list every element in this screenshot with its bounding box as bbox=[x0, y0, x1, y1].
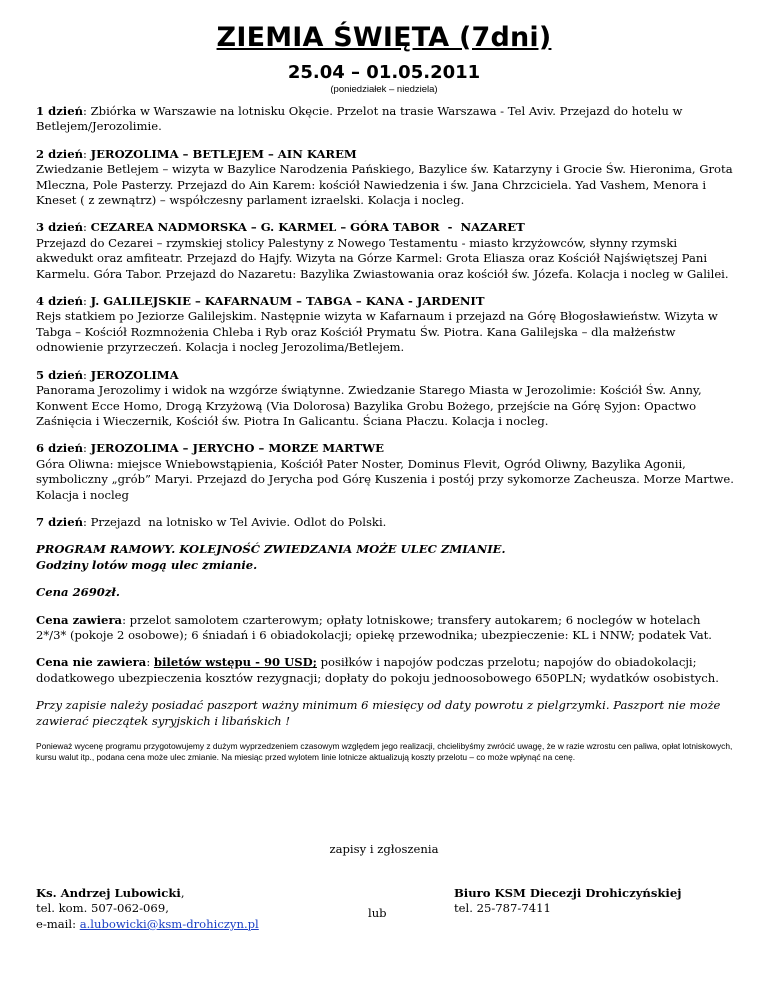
day-2: 2 dzień: JEROZOLIMA – BETLEJEM – AIN KAREM Zwiedzanie Betlejem – wizyta w Bazylice Narodzenia Pańskiego, Bazylice św. Katarzyny i Grocie Św. Hieronima, Grota Mleczna, Pole Pasterzy. Przejazd do Ain Karem: kościół Nawiedzenia i św. Jana Chrzciciela. Yad Vashem, Menora i Kneset ( z zewnątrz) – współczesny parlament izraelski. Kolacja i nocleg. bbox=[36, 147, 736, 209]
signup-heading: zapisy i zgłoszenia bbox=[329, 842, 439, 856]
includes-text: : przelot samolotem czarterowym; opłaty lotniskowe; transfery autokarem; 6 noclegów w hotelach 2*/3* (pokoje 2 osobowe); 6 śniadań i 6 obiadokolacji; opiekę przewodnika; ubezpieczenie: KL i NNW; podatek Vat. bbox=[36, 612, 712, 642]
office-phone: tel. 25-787-7411 bbox=[454, 901, 551, 916]
day-text: Przejazd do Cezarei – rzymskiej stolicy Palestyny z Nowego Testamentu - miasto krzyżowców, słynny rzymski akwedukt oraz amfiteatr. Przejazd do Hajfy. Wizyta na Górze Karmel: Grota Eliasza oraz Kościół Najświętszej Pani Karmelu. Góra Tabor. Przejazd do Nazaretu: Bazylika Zwiastowania oraz kościół św. Józefa. Kolacja i nocleg w Galilei. bbox=[36, 235, 729, 281]
day-label: 4 dzień bbox=[36, 294, 84, 309]
day-label: 3 dzień bbox=[36, 220, 84, 235]
fine-print: Ponieważ wycenę programu przygotowujemy z dużym wyprzedzeniem czasowym względem jego realizacji, chcielibyśmy zwrócić uwagę, że w razie wzrostu cen paliwa, opłat lotniskowych, kursu walut itp., podana cena może ulec zmianie. Na miesiąc przed wylotem linie lotnicze aktualizują koszty przelotu – co może wpłynąć na cenę. bbox=[36, 741, 733, 762]
or-separator: lub bbox=[368, 906, 387, 920]
contact-priest bbox=[36, 886, 259, 932]
day-label: 2 dzień bbox=[36, 146, 84, 161]
price-includes bbox=[36, 613, 736, 644]
includes-label: Cena zawiera bbox=[36, 612, 123, 627]
day-5: 5 dzień: JEROZOLIMA Panorama Jerozolimy i widok na wzgórze świątynne. Zwiedzanie Starego Miasta w Jerozolimie: Kościół Św. Anny, Konwent Ecce Homo, Drogą Krzyżową (Via Dolorosa) Bazylika Grobu Bożego, przejście na Górę Syjon: Opactwo Zaśnięcia i Wieczernik, Kościół św. Piotra In Galicantu. Ściana Płaczu. Kolacja i nocleg. bbox=[36, 368, 736, 430]
day-7: 7 dzień: Przejazd na lotnisko w Tel Avivie. Odlot do Polski. bbox=[36, 514, 387, 529]
day-text: Zwiedzanie Betlejem – wizyta w Bazylice Narodzenia Pańskiego, Bazylice św. Katarzyny i Grocie Św. Hieronima, Grota Mleczna, Pole Pasterzy. Przejazd do Ain Karem: kościół Nawiedzenia i św. Jana Chrzciciela. Yad Vashem, Menora i Kneset ( z zewnątrz) – współczesny parlament izraelski. Kolacja i nocleg. bbox=[36, 162, 733, 208]
page-title: ZIEMIA ŚWIĘTA (7dni) bbox=[216, 22, 552, 53]
excludes-text: posiłków i napojów podczas przelotu; napojów do obiadokolacji; dodatkowego ubezpieczenia kosztów rezygnacji; dopłaty do pokoju jednoosobowego 650PLN; wydatków osobistych. bbox=[36, 655, 719, 685]
passport-note: Przy zapisie należy posiadać paszport ważny minimum 6 miesięcy od daty powrotu z pielgrzymki. Paszport nie może zawierać pieczątek syryjskich i libańskich ! bbox=[36, 698, 721, 728]
day-heading: JEROZOLIMA – BETLEJEM – AIN KAREM bbox=[90, 146, 357, 161]
day-heading: JEROZOLIMA bbox=[90, 367, 179, 382]
day-4: 4 dzień: J. GALILEJSKIE – KAFARNAUM – TABGA – KANA - JARDENIT Rejs statkiem po Jeziorze Galilejskim. Następnie wizyta w Kafarnaum i przejazd na Górę Błogosławieństw. Wizyta w Tabga – Kościół Rozmnożenia Chleba i Ryb oraz Kościół Prymatu Św. Piotra. Kana Galilejska – dla małżeństw odnowienie przyrzeczeń. Kolacja i nocleg Jerozolima/Betlejem. bbox=[36, 294, 736, 356]
day-label: 6 dzień bbox=[36, 441, 84, 456]
program-note bbox=[36, 542, 736, 573]
price-excludes: Cena nie zawiera: biletów wstępu - 90 USD; posiłków i napojów podczas przelotu; napojów do obiadokolacji; dodatkowego ubezpieczenia kosztów rezygnacji; dopłaty do pokoju jednoosobowego 650PLN; wydatków osobistych. bbox=[36, 655, 719, 685]
day-label: 7 dzień bbox=[36, 514, 84, 529]
day-text: Góra Oliwna: miejsce Wniebowstąpienia, Kościół Pater Noster, Dominus Flevit, Ogród Oliwny, Bazylika Agonii, symboliczny „grób” Maryi. Przejazd do Jerycha pod Górę Kuszenia i postój przy sykomorze Zacheusza. Morze Martwe. Kolacja i nocleg bbox=[36, 456, 734, 502]
day-6: 6 dzień: JEROZOLIMA – JERYCHO – MORZE MARTWE Góra Oliwna: miejsce Wniebowstąpienia, Kościół Pater Noster, Dominus Flevit, Ogród Oliwny, Bazylika Agonii, symboliczny „grób” Maryi. Przejazd do Jerycha pod Górę Kuszenia i postój przy sykomorze Zacheusza. Morze Martwe. Kolacja i nocleg bbox=[36, 441, 736, 503]
day-text: Zbiórka w Warszawie na lotnisku Okęcie. Przelot na trasie Warszawa - Tel Aviv. Przejazd do hotelu w Betlejem/Jerozolimie. bbox=[36, 104, 683, 134]
day-label: 5 dzień bbox=[36, 367, 84, 382]
contact-phone: tel. kom. 507-062-069, bbox=[36, 901, 169, 916]
day-label: 1 dzień bbox=[36, 104, 84, 118]
contact-email-label: e-mail: bbox=[36, 916, 80, 931]
day-text: Przejazd na lotnisko w Tel Avivie. Odlot do Polski. bbox=[90, 514, 387, 529]
trip-days-range: (poniedziałek – niedziela) bbox=[330, 84, 438, 95]
contact-name-suffix: , bbox=[180, 886, 185, 900]
day-1: 1 dzień: Zbiórka w Warszawie na lotnisku Okęcie. Przelot na trasie Warszawa - Tel Aviv. Przejazd do hotelu w Betlejem/Jerozolimie. bbox=[36, 104, 683, 134]
itinerary bbox=[36, 104, 736, 763]
day-text: Panorama Jerozolimy i widok na wzgórze świątynne. Zwiedzanie Starego Miasta w Jerozolimie: Kościół Św. Anny, Konwent Ecce Homo, Drogą Krzyżową (Via Dolorosa) Bazylika Grobu Bożego, przejście na Górę Syjon: Opactwo Zaśnięcia i Wieczernik, Kościół św. Piotra In Galicantu. Ściana Płaczu. Kolacja i nocleg. bbox=[36, 383, 702, 428]
excludes-highlight: biletów wstępu - 90 USD; bbox=[153, 655, 317, 670]
program-note-order: PROGRAM RAMOWY. KOLEJNOŚĆ ZWIEDZANIA MOŻE ULEC ZMIANIE. bbox=[36, 542, 506, 557]
day-heading: JEROZOLIMA – JERYCHO – MORZE MARTWE bbox=[90, 441, 384, 456]
day-heading: CEZAREA NADMORSKA – G. KARMEL – GÓRA TABOR - NAZARET bbox=[90, 220, 525, 235]
day-3: 3 dzień: CEZAREA NADMORSKA – G. KARMEL – GÓRA TABOR - NAZARET Przejazd do Cezarei – rzymskiej stolicy Palestyny z Nowego Testamentu - miasto krzyżowców, słynny rzymski akwedukt oraz amfiteatr. Przejazd do Hajfy. Wizyta na Górze Karmel: Grota Eliasza oraz Kościół Najświętszej Pani Karmelu. Góra Tabor. Przejazd do Nazaretu: Bazylika Zwiastowania oraz kościół św. Józefa. Kolacja i nocleg w Galilei. bbox=[36, 220, 736, 282]
price: Cena 2690zł. bbox=[36, 585, 120, 600]
day-text: Rejs statkiem po Jeziorze Galilejskim. Następnie wizyta w Kafarnaum i przejazd na Górę Błogosławieństw. Wizyta w Tabga – Kościół Rozmnożenia Chleba i Ryb oraz Kościół Prymatu Św. Piotra. Kana Galilejska – dla małżeństw odnowienie przyrzeczeń. Kolacja i nocleg Jerozolima/Betlejem. bbox=[36, 309, 718, 355]
contact-name: Ks. Andrzej Lubowicki bbox=[36, 886, 181, 900]
trip-dates: 25.04 – 01.05.2011 bbox=[287, 62, 481, 83]
contact-office bbox=[454, 886, 681, 917]
office-name: Biuro KSM Diecezji Drohiczyńskiej bbox=[454, 886, 682, 900]
day-heading: J. GALILEJSKIE – KAFARNAUM – TABGA – KANA - JARDENIT bbox=[90, 294, 485, 309]
program-note-flights: Godziny lotów mogą ulec zmianie. bbox=[36, 557, 258, 572]
contact-email-link[interactable]: a.lubowicki@ksm-drohiczyn.pl bbox=[79, 916, 259, 931]
excludes-label: Cena nie zawiera bbox=[36, 655, 147, 670]
